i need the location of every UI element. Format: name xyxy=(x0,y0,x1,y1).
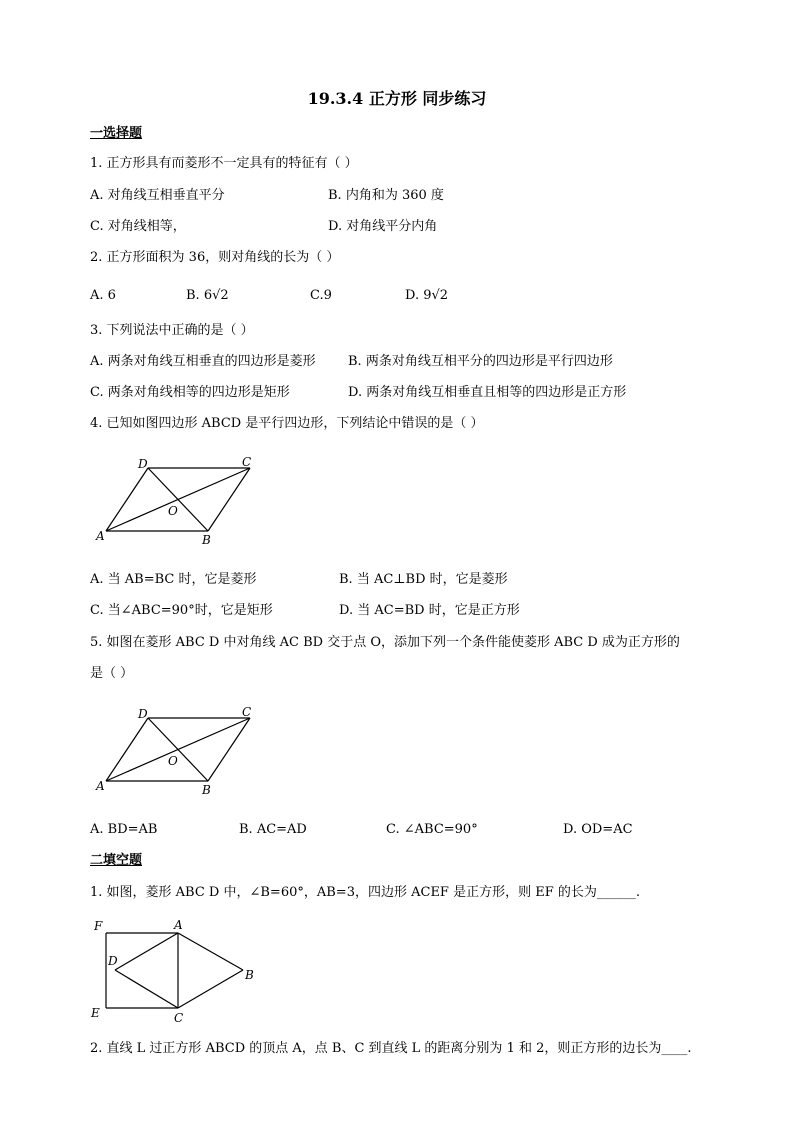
question-3-option-d: D. 两条对角线互相垂直且相等的四边形是正方形 xyxy=(348,385,627,400)
fill-question-1-stem: 1. 如图，菱形 ABC D 中，∠B=60°，AB=3，四边形 ACEF 是正方形，则 EF 的长为______. xyxy=(90,885,640,900)
question-4-option-a: A. 当 AB=BC 时，它是菱形 xyxy=(90,572,257,587)
vertex-label-f: F xyxy=(94,919,103,933)
question-2-option-b: B. 6√2 xyxy=(186,288,229,303)
question-1-option-a: A. 对角线互相垂直平分 xyxy=(90,188,225,203)
segment-cb xyxy=(178,970,243,1008)
question-5-option-b: B. AC=AD xyxy=(239,822,307,837)
vertex-label-d: D xyxy=(108,954,118,968)
vertex-label-c: C xyxy=(174,1011,184,1025)
vertex-label-b: B xyxy=(245,968,254,982)
question-5-option-c: C. ∠ABC=90° xyxy=(386,822,478,837)
question-2-option-c: C.9 xyxy=(310,288,332,303)
question-2-option-a: A. 6 xyxy=(90,288,116,303)
rhombus-figure-q5 xyxy=(90,700,270,800)
question-5-stem-line-2: 是（ ） xyxy=(90,666,134,681)
vertex-label-b: B xyxy=(202,533,211,547)
question-4-stem: 4. 已知如图四边形 ABCD 是平行四边形，下列结论中错误的是（ ） xyxy=(90,416,484,431)
question-4-option-d: D. 当 AC=BD 时，它是正方形 xyxy=(339,603,520,618)
vertex-label-a: A xyxy=(174,918,183,932)
vertex-label-b: B xyxy=(202,783,211,797)
question-4-option-c: C. 当∠ABC=90°时，它是矩形 xyxy=(90,603,273,618)
section-heading-fill-in: 二填空题 xyxy=(90,853,143,868)
center-label-o: O xyxy=(168,504,178,518)
section-heading-choice: 一选择题 xyxy=(90,126,143,141)
question-1-option-b: B. 内角和为 360 度 xyxy=(328,188,444,203)
segment-cd xyxy=(115,970,178,1008)
center-label-o: O xyxy=(168,754,178,768)
vertex-label-d: D xyxy=(138,707,148,721)
parallelogram-figure-q4 xyxy=(90,450,270,550)
diagonal-db xyxy=(148,468,208,531)
question-2-option-d: D. 9√2 xyxy=(405,288,449,303)
diagonal-db xyxy=(148,718,208,781)
segment-ad xyxy=(115,933,178,970)
page-title: 19.3.4 正方形 同步练习 xyxy=(307,89,487,108)
vertex-label-c: C xyxy=(242,455,252,469)
question-2-stem: 2. 正方形面积为 36，则对角线的长为（ ） xyxy=(90,250,340,265)
question-1-stem: 1. 正方形具有而菱形不一定具有的特征有（ ） xyxy=(90,156,358,171)
vertex-label-a: A xyxy=(96,529,105,543)
vertex-label-c: C xyxy=(242,705,252,719)
question-5-stem-line-1: 5. 如图在菱形 ABC D 中对角线 AC BD 交于点 O，添加下列一个条件能使菱形 ABC D 成为正方形的 xyxy=(90,635,680,650)
question-3-option-b: B. 两条对角线互相平分的四边形是平行四边形 xyxy=(348,354,613,369)
vertex-label-a: A xyxy=(96,779,105,793)
question-3-stem: 3. 下列说法中正确的是（ ） xyxy=(90,323,254,338)
question-3-option-a: A. 两条对角线互相垂直的四边形是菱形 xyxy=(90,354,316,369)
question-4-option-b: B. 当 AC⊥BD 时，它是菱形 xyxy=(339,572,508,587)
fill-question-2-stem: 2. 直线 L 过正方形 ABCD 的顶点 A，点 B、C 到直线 L 的距离分别为 1 和 2，则正方形的边长为____. xyxy=(90,1041,692,1056)
question-1-option-c: C. 对角线相等， xyxy=(90,219,186,234)
question-3-option-c: C. 两条对角线相等的四边形是矩形 xyxy=(90,385,290,400)
question-5-option-d: D. OD=AC xyxy=(563,822,633,837)
segment-ab xyxy=(178,933,243,970)
question-5-option-a: A. BD=AB xyxy=(90,822,158,837)
vertex-label-d: D xyxy=(138,457,148,471)
vertex-label-e: E xyxy=(91,1006,100,1020)
question-1-option-d: D. 对角线平分内角 xyxy=(328,219,438,234)
square-rhombus-figure xyxy=(88,915,268,1027)
